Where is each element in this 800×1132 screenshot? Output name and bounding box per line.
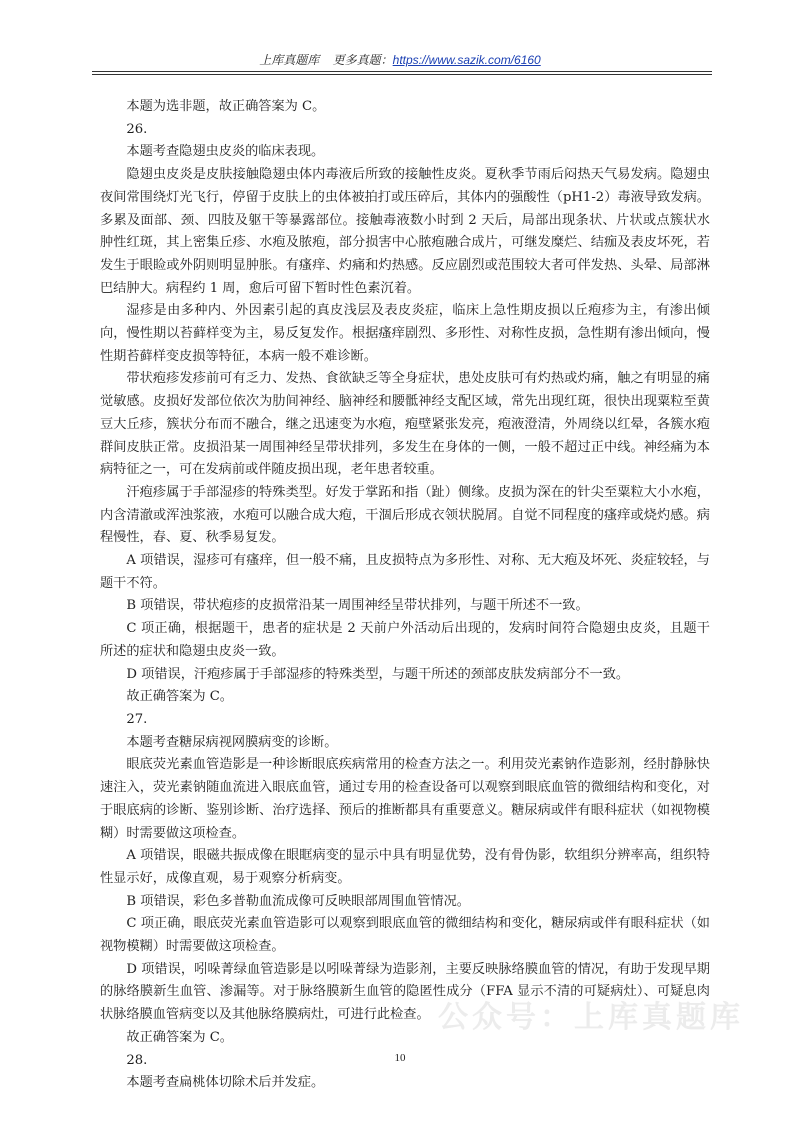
option-explanation: D 项错误，吲哚菁绿血管造影是以吲哚菁绿为造影剂，主要反映脉络膜血管的情况，有助于发现早期的脉络膜新生血管、渗漏等。对于脉络膜新生血管的隐匿性成分（FFA 显示不清的可疑病灶）、可疑息肉状脉络膜血管病变以及其他脉络膜病灶，可进行此检查。 — [100, 961, 710, 1023]
header-more-label: 更多真题： — [332, 53, 393, 67]
header-link[interactable]: https://www.sazik.com/6160 — [392, 53, 541, 67]
option-explanation: A 项错误，湿疹可有瘙痒，但一般不痛，且皮损特点为多形性、对称、无大疱及坏死、炎症较轻，与题干不符。 — [100, 553, 710, 591]
question-number: 26. — [126, 121, 148, 137]
paragraph: 本题为选非题，故正确答案为 C。 — [126, 99, 326, 114]
page-header — [0, 51, 800, 68]
paragraph: 本题考查糖尿病视网膜病变的诊断。 — [126, 734, 338, 750]
option-explanation: B 项错误，彩色多普勒血流成像可反映眼部周围血管情况。 — [126, 893, 470, 909]
paragraph: 本题考查扁桃体切除术后并发症。 — [126, 1075, 325, 1091]
header-site-name: 上库真题库 — [259, 53, 320, 67]
page-body — [100, 96, 710, 1095]
paragraph: 湿疹是由多种内、外因素引起的真皮浅层及表皮炎症，临床上急性期皮损以丘疱疹为主，有渗出倾向，慢性期以苔藓样变为主，易反复发作。根据瘙痒剧烈、多形性、对称性皮损，急性期有渗出倾向，慢性期苔藓样变皮损等特征，本病一般不难诊断。 — [100, 303, 710, 364]
option-explanation: C 项正确，眼底荧光素血管造影可以观察到眼底血管的微细结构和变化，糖尿病或伴有眼科症状（如视物模糊）时需要做这项检查。 — [100, 916, 710, 955]
paragraph: 带状疱疹发疹前可有乏力、发热、食欲缺乏等全身症状，患处皮肤可有灼热或灼痛，触之有明显的痛觉敏感。皮损好发部位依次为肋间神经、脑神经和腰骶神经支配区域，常先出现红斑，很快出现粟粒至黄豆大丘疹，簇状分布而不融合，继之迅速变为水疱，疱壁紧张发亮，疱液澄清，外周绕以红晕，各簇水疱群间皮肤正常。皮损沿某一周围神经呈带状排列，多发生在身体的一侧，一般不超过正中线。神经痛为本病特征之一，可在发病前或伴随皮损出现，老年患者较重。 — [100, 371, 710, 478]
watermark: 公众号：上库真题库 — [438, 1000, 744, 1035]
option-explanation: D 项错误，汗疱疹属于手部湿疹的特殊类型，与题干所述的颈部皮肤发病部分不一致。 — [126, 666, 630, 682]
paragraph: 汗疱疹属于手部湿疹的特殊类型。好发于掌跖和指（趾）侧缘。皮损为深在的针尖至粟粒大小水疱，内含清澈或浑浊浆液，水疱可以融合成大疱，干涸后形成衣领状脱屑。自觉不同程度的瘙痒或烧灼感。病程慢性，春、夏、秋季易复发。 — [100, 484, 710, 546]
option-explanation: B 项错误，带状疱疹的皮损常沿某一周围神经呈带状排列，与题干所述不一致。 — [126, 598, 589, 614]
question-number: 27. — [126, 711, 148, 727]
option-explanation: C 项正确，根据题干，患者的症状是 2 天前户外活动后出现的，发病时间符合隐翅虫皮炎，且题干所述的症状和隐翅虫皮炎一致。 — [100, 621, 710, 659]
paragraph: 本题考查隐翅虫皮炎的临床表现。 — [126, 144, 325, 160]
header-rule-top — [92, 71, 712, 72]
paragraph: 隐翅虫皮炎是皮肤接触隐翅虫体内毒液后所致的接触性皮炎。夏秋季节雨后闷热天气易发病。隐翅虫夜间常围绕灯光飞行，停留于皮肤上的虫体被拍打或压碎后，其体内的强酸性（pH1-2）毒液导致发病。多累及面部、颈、四肢及躯干等暴露部位。接触毒液数小时到 2 天后，局部出现条状、片状或点簇状水肿性红斑，其上密集丘疹、水疱及脓疱，部分损害中心脓疱融合成片，可继发糜烂、结痂及表皮坏死，若发生于眼睑或外阴则明显肿胀。有瘙痒、灼痛和灼热感。反应剧烈或范围较大者可伴发热、头晕、局部淋巴结肿大。病程约 1 周，愈后可留下暂时性色素沉着。 — [100, 167, 710, 296]
option-explanation: A 项错误，眼磁共振成像在眼眶病变的显示中具有明显优势，没有骨伪影，软组织分辨率高，组织特性显示好，成像直观，易于观察分析病变。 — [100, 848, 710, 886]
header-rule-bottom — [92, 74, 712, 75]
answer-line: 故正确答案为 C。 — [126, 689, 233, 705]
question-number: 28. — [126, 1052, 148, 1068]
paragraph: 眼底荧光素血管造影是一种诊断眼底疾病常用的检查方法之一。利用荧光素钠作造影剂，经肘静脉快速注入，荧光素钠随血流进入眼底血管，通过专用的检查设备可以观察到眼底血管的微细结构和变化，对于眼底病的诊断、鉴别诊断、治疗选择、预后的推断都具有重要意义。糖尿病或伴有眼科症状（如视物模糊）时需要做这项检查。 — [100, 757, 710, 841]
page-number: 10 — [394, 1052, 406, 1064]
answer-line: 故正确答案为 C。 — [126, 1029, 233, 1045]
